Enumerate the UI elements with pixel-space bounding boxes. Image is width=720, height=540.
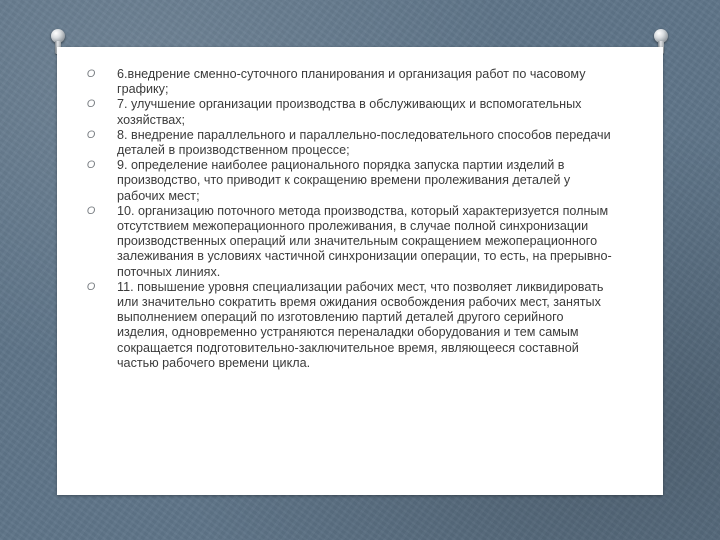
bullet-marker-icon: O [86,128,96,141]
bullet-marker-icon: O [86,98,96,111]
list-item [86,279,617,371]
list-item-text: 6.внедрение сменно-суточного планирования и организация работ по часовому графику; [117,67,586,97]
list-item-text: 7. улучшение организации производства в обслуживающих и вспомогательных хозяйствах; [117,97,582,127]
list-item-text: 11. повышение уровня специализации рабочих мест, что позволяет ликвидировать или значительно сократить время ожидания освобождения рабочих мест, занятых выполнением операций по изготовлению партий деталей другого серийного изделия, одновременно устраняются переналадки оборудования и тем самым сокращается подготовительно-заключительное время, являющееся составной частью рабочего времени цикла. [117,279,604,370]
bullet-marker-icon: O [86,280,96,293]
list-item-text: 9. определение наиболее рационального порядка запуска партии изделий в производство, что приводит к сокращению времени пролеживания деталей у рабочих мест; [117,158,571,203]
list-item-text: 8. внедрение параллельного и параллельно-последовательного способов передачи деталей в производственном процессе; [117,127,611,158]
bullet-marker-icon: O [86,159,96,172]
list-item [86,203,617,280]
list-item [86,158,617,204]
slide-card [57,47,663,495]
bullet-marker-icon: O [86,68,96,80]
list-item-text: 10. организацию поточного метода производства, который характеризуется полным отсутствием межоперационного пролеживания, в случае полной синхронизации производственных операций или значительным сокращением межоперационного залеживания в условиях частичной синхронизации операции, то есть, на прерывно-поточных линиях. [117,203,612,279]
bullet-list [86,67,617,371]
bullet-marker-icon: O [86,204,96,217]
list-item [86,67,617,97]
list-item [86,97,617,127]
list-item [86,127,617,158]
